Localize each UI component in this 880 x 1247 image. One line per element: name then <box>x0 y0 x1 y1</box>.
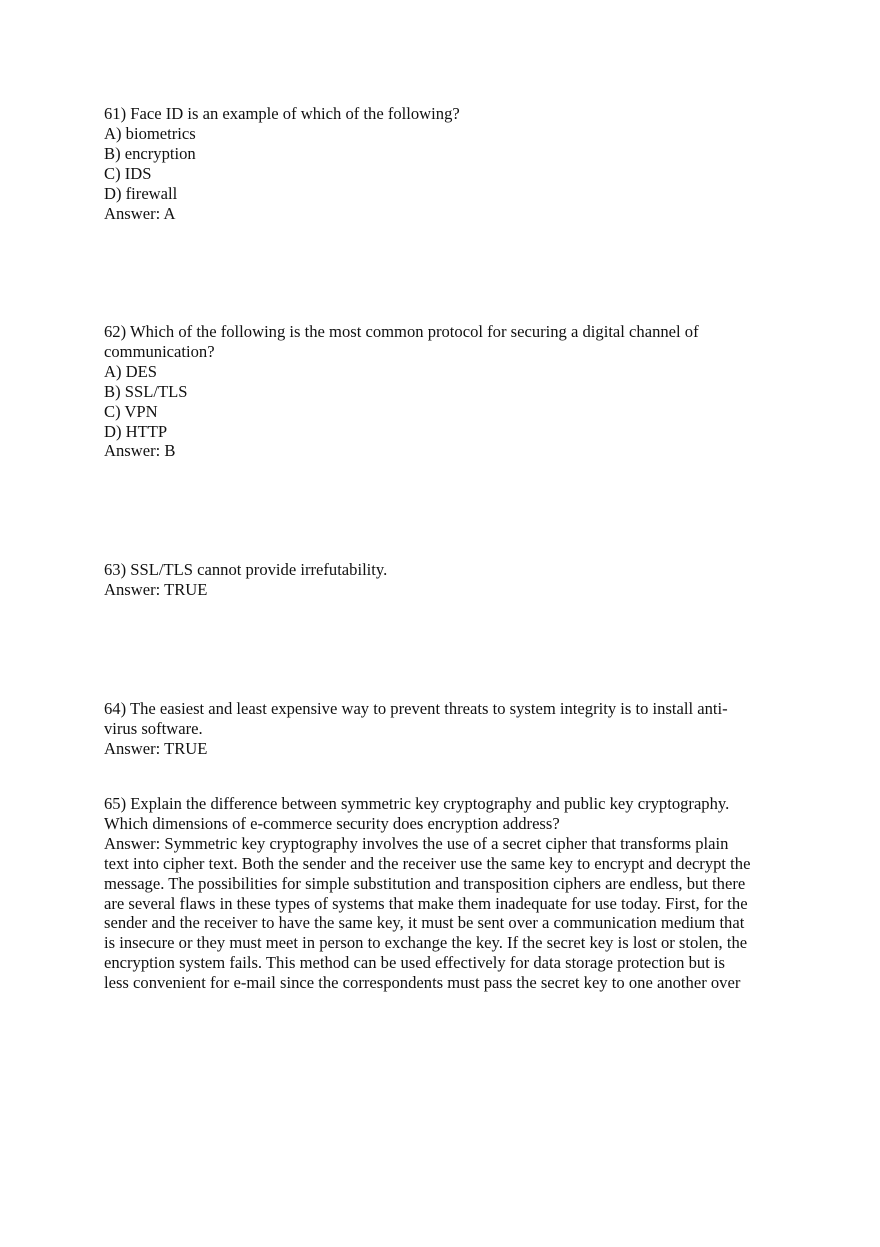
answer: Answer: TRUE <box>104 579 208 599</box>
question-text-line-2: communication? <box>104 341 215 361</box>
answer-line: encryption system fails. This method can be used effectively for data storage protection but is <box>104 953 726 973</box>
question-65 <box>104 794 784 993</box>
option-d: D) firewall <box>104 183 178 203</box>
option-b: B) SSL/TLS <box>104 381 188 401</box>
answer-line: Answer: Symmetric key cryptography involves the use of a secret cipher that transforms plain <box>104 833 729 853</box>
question-text: 63) SSL/TLS cannot provide irrefutability. <box>104 560 388 579</box>
answer-line: message. The possibilities for simple substitution and transposition ciphers are endless, but there <box>104 873 746 893</box>
answer-line: are several flaws in these types of systems that make them inadequate for use today. First, for the <box>104 893 748 913</box>
option-c: C) IDS <box>104 163 152 183</box>
question-62 <box>104 322 784 461</box>
answer-line: text into cipher text. Both the sender and the receiver use the same key to encrypt and decrypt the <box>104 853 751 873</box>
option-b: B) encryption <box>104 143 196 163</box>
answer-line: sender and the receiver to have the same key, it must be sent over a communication medium that <box>104 913 745 933</box>
option-a: A) DES <box>104 361 158 381</box>
question-text-line-1: 65) Explain the difference between symmetric key cryptography and public key cryptography. <box>104 794 730 813</box>
answer: Answer: TRUE <box>104 738 208 758</box>
answer-line: is insecure or they must meet in person to exchange the key. If the secret key is lost or stolen, the <box>104 933 748 953</box>
question-63 <box>104 560 784 600</box>
question-text-line-1: 64) The easiest and least expensive way to prevent threats to system integrity is to install anti- <box>104 699 728 718</box>
answer-line: less convenient for e-mail since the correspondents must pass the secret key to one another over <box>104 973 741 993</box>
answer: Answer: B <box>104 441 176 461</box>
option-c: C) VPN <box>104 401 158 421</box>
question-64 <box>104 699 784 759</box>
question-text-line-2: virus software. <box>104 718 203 738</box>
question-text-line-1: 62) Which of the following is the most common protocol for securing a digital channel of <box>104 322 699 341</box>
question-61 <box>104 104 784 223</box>
option-a: A) biometrics <box>104 123 196 143</box>
option-d: D) HTTP <box>104 421 168 441</box>
answer: Answer: A <box>104 203 176 223</box>
question-text: 61) Face ID is an example of which of the following? <box>104 104 460 123</box>
question-text-line-2: Which dimensions of e-commerce security does encryption address? <box>104 813 560 833</box>
